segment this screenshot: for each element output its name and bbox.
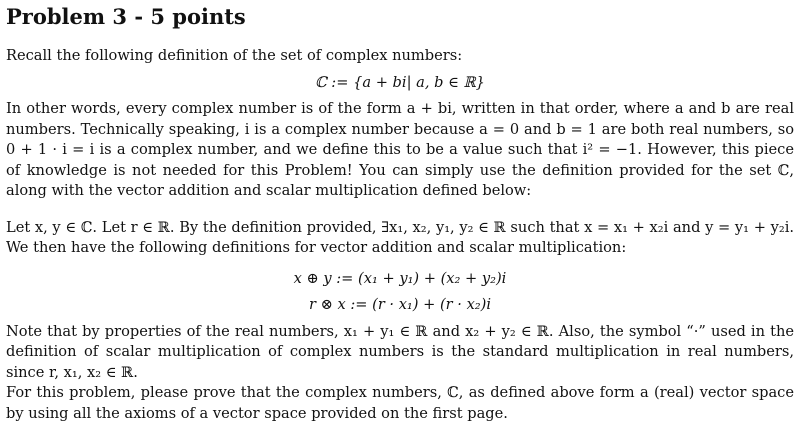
explanation-paragraph: In other words, every complex number is of the form a + bi, written in that order, where a and b are real numbers. Technically speaking, i is a complex number because a = 0 and b = 1 are both real numbers, so 0 + 1 · i = i is a complex number, and we define this to be a value such that i² = −1. However, this piece of knowledge is not needed for this Problem! You can simply use the definition provided for the set ℂ, along with the vector addition and scalar multiplication defined below:	[6, 100, 794, 199]
scalar-multiplication-definition: r ⊗ x := (r · x₁) + (r · x₂)i	[308, 296, 492, 313]
problem-page	[6, 4, 794, 424]
intro-text: Recall the following definition of the set of complex numbers:	[6, 47, 463, 64]
note-paragraph: Note that by properties of the real numbers, x₁ + y₁ ∈ ℝ and x₂ + y₂ ∈ ℝ. Also, the symbol “·” used in the definition of scalar multiplication of complex numbers is the standard multiplication in real numbers, since r, x₁, x₂ ∈ ℝ.	[6, 322, 794, 381]
setup-paragraph: Let x, y ∈ ℂ. Let r ∈ ℝ. By the definition provided, ∃x₁, x₂, y₁, y₂ ∈ ℝ such that x = x₁ + x₂i and y = y₁ + y₂i. We then have the following definitions for vector addition and scalar multiplication:	[6, 218, 794, 256]
problem-title: Problem 3 - 5 points	[6, 4, 246, 29]
set-definition: ℂ := {a + bi| a, b ∈ ℝ}	[315, 73, 485, 91]
vector-addition-definition: x ⊕ y := (x₁ + y₁) + (x₂ + y₂)i	[293, 269, 507, 287]
task-paragraph: For this problem, please prove that the complex numbers, ℂ, as defined above form a (real) vector space by using all the axioms of a vector space provided on the first page.	[6, 384, 794, 422]
